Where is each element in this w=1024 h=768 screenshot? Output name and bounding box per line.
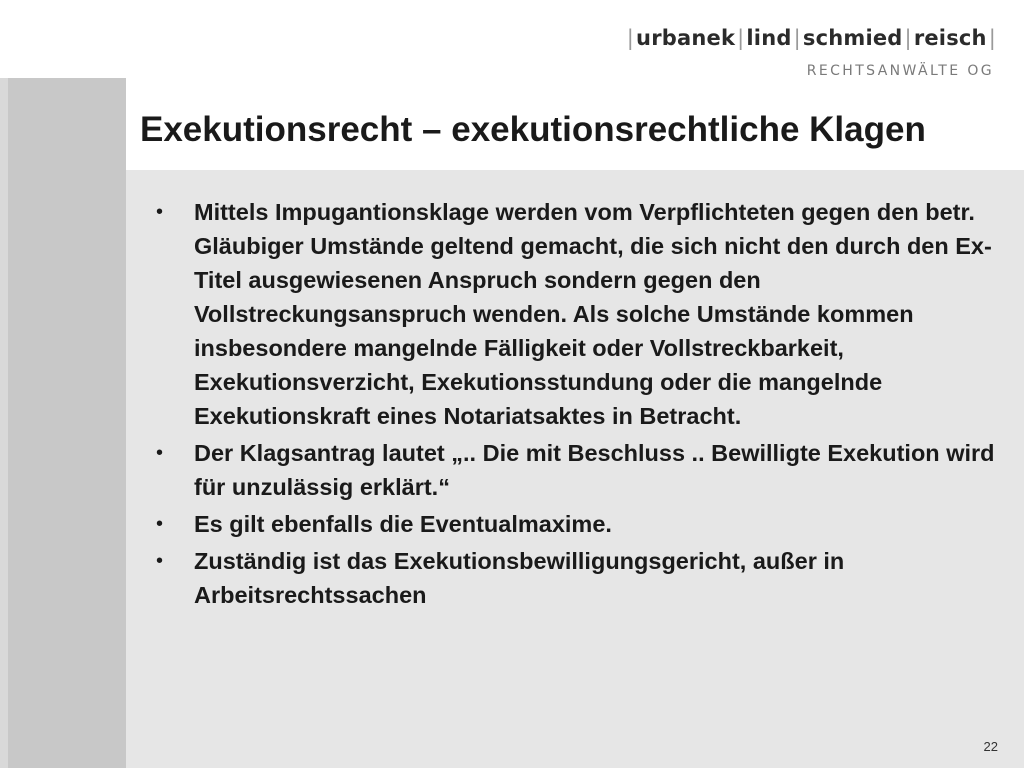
logo-name-2: lind — [746, 26, 792, 50]
bullet-list — [150, 195, 1018, 615]
logo-separator: | — [793, 26, 801, 50]
bullet-glyph: • — [156, 442, 164, 464]
logo-names — [625, 26, 998, 50]
bullet-item — [150, 507, 1018, 541]
bullet-text: Der Klagsantrag lautet „.. Die mit Beschluss .. Bewilligte Exekution wird für unzulässig erklärt.“ — [194, 440, 995, 500]
left-decor-band — [0, 78, 126, 768]
bullet-glyph: • — [156, 550, 164, 572]
logo-separator: | — [904, 26, 912, 50]
logo-separator: | — [737, 26, 745, 50]
firm-logo — [624, 26, 1008, 90]
bullet-glyph: • — [156, 513, 164, 535]
slide-title: Exekutionsrecht – exekutionsrechtliche Klagen — [140, 110, 926, 149]
logo-name-1: urbanek — [636, 26, 736, 50]
bullet-item — [150, 195, 1018, 433]
bullet-text: Zuständig ist das Exekutionsbewilligungsgericht, außer in Arbeitsrechtssachen — [194, 548, 845, 608]
bullet-glyph: • — [156, 201, 164, 223]
logo-separator: | — [988, 26, 996, 50]
bullet-text: Mittels Impugantionsklage werden vom Verpflichteten gegen den betr. Gläubiger Umstände geltend gemacht, die sich nicht den durch den Ex-Titel ausgewiesenen Anspruch sondern gegen den Vollstreckungsanspruch wenden. Als solche Umstände kommen insbesondere mangelnde Fälligkeit oder Vollstreckbarkeit, Exekutionsverzicht, Exekutionsstundung oder die mangelnde Exekutionskraft eines Notariatsaktes in Betracht. — [194, 199, 992, 429]
left-decor-stripe — [0, 78, 8, 768]
logo-separator: | — [626, 26, 635, 50]
bullet-item — [150, 544, 1018, 612]
logo-subtitle: RECHTSANWÄLTE OG — [806, 63, 994, 79]
page-number: 22 — [983, 739, 998, 754]
bullet-text: Es gilt ebenfalls die Eventualmaxime. — [194, 511, 612, 537]
logo-name-4: reisch — [913, 26, 987, 50]
bullet-item — [150, 436, 1018, 504]
logo-name-3: schmied — [802, 26, 903, 50]
